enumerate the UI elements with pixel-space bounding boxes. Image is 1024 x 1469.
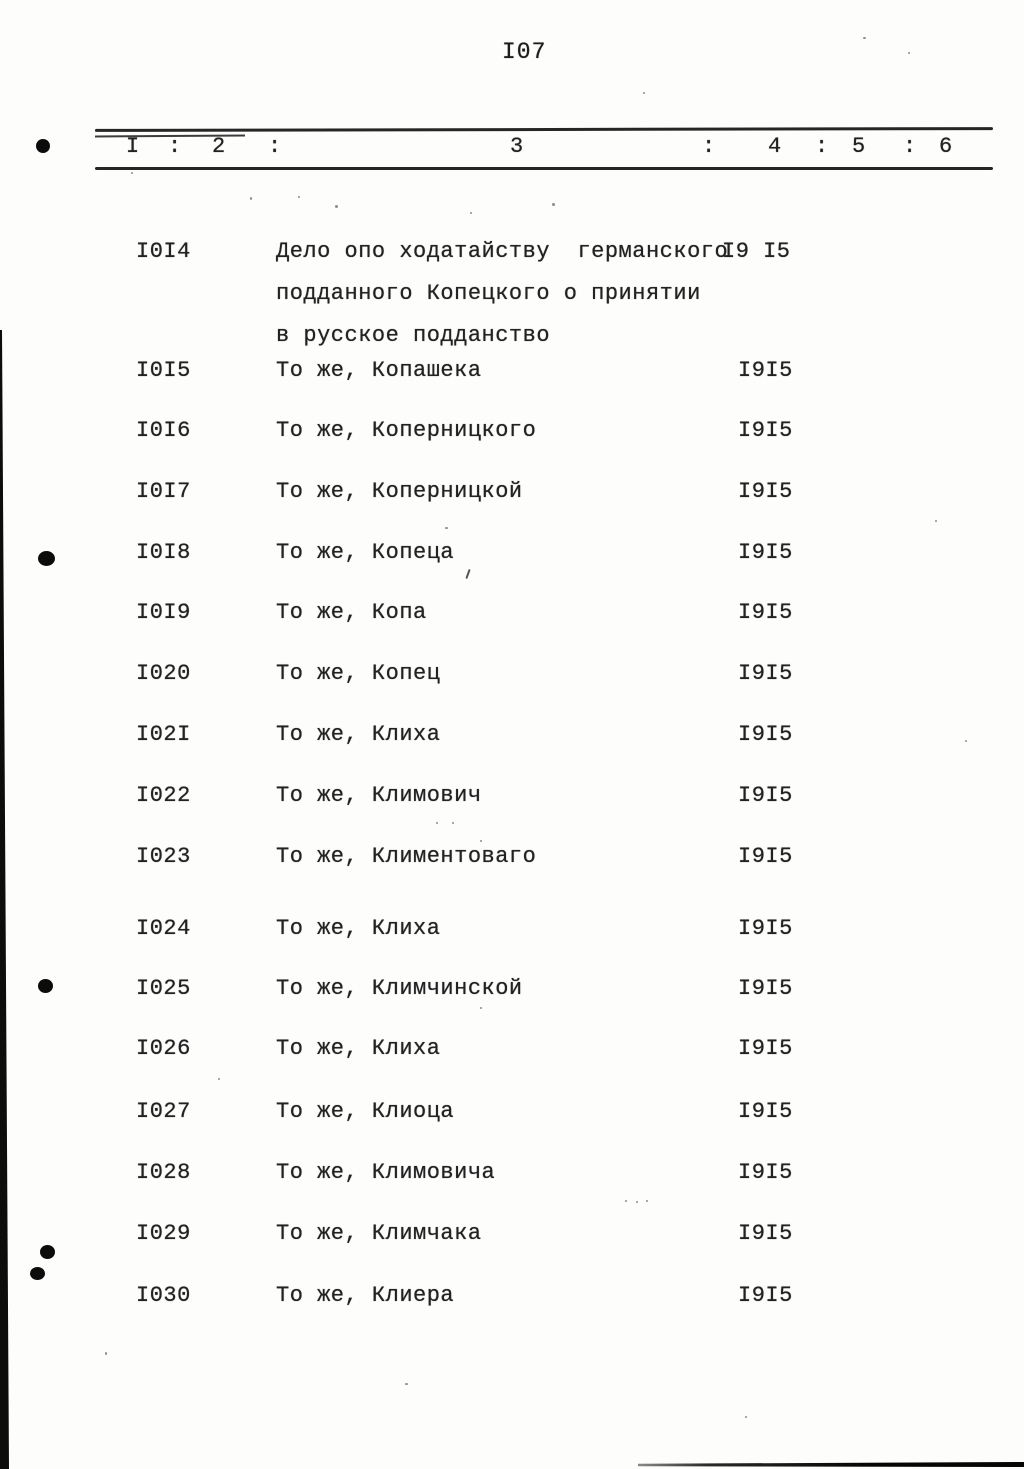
entry-number: I0I4 [136,239,191,264]
scan-speck [250,197,252,200]
scan-speck [218,1078,220,1080]
entry-number: I026 [136,1036,191,1061]
header-column-label: 5 [852,134,866,159]
entry-number: I030 [136,1283,191,1308]
entry-description-line: То же, Клиха [276,722,441,747]
scan-speck [105,1352,107,1355]
header-column-separator: : [903,134,917,159]
entry-description-line: То же, Климчака [276,1221,482,1246]
entry-description-line: То же, Клиера [276,1283,455,1308]
table-header-bottom-rule [95,167,993,170]
entry-year: I9I5 [738,1283,793,1308]
page-number: I07 [502,39,547,65]
entry-description-line: То же, Копеца [276,540,455,565]
entry-number: I020 [136,661,191,686]
scan-edge-left [0,330,9,1469]
header-column-separator: : [815,134,829,159]
margin-dot [30,1267,45,1280]
margin-dot [40,1245,55,1259]
entry-number: I024 [136,916,191,941]
entry-year: I9I5 [738,783,793,808]
entry-number: I029 [136,1221,191,1246]
entry-description-line: То же, Климовича [276,1160,496,1185]
header-column-separator: : [702,134,716,159]
entry-description-line: То же, Клиха [276,1036,441,1061]
entry-description-line: То же, Климович [276,783,482,808]
entry-number: I0I7 [136,479,191,504]
entry-description-line: подданного Копецкого о принятии [276,281,701,306]
scan-edge-bottom [638,1462,1024,1467]
entry-description-line: То же, Копашека [276,358,482,383]
entry-description-line: То же, Коперницкого [276,418,537,443]
header-column-separator: : [168,134,182,159]
entry-number: I0I6 [136,418,191,443]
scan-speck [935,520,937,522]
header-column-label: 2 [212,134,226,159]
entry-number: I0I5 [136,358,191,383]
entry-description-line: То же, Климчинской [276,976,523,1001]
entry-description-line: в русское подданство [276,323,551,348]
entry-description-line: То же, Копа [276,600,427,625]
scan-speck [405,1383,408,1385]
scan-speck [445,527,448,529]
entry-year: I9I5 [738,1160,793,1185]
entry-number: I025 [136,976,191,1001]
header-column-label: 6 [939,134,953,159]
entry-number: I02I [136,722,191,747]
header-column-label: I [126,134,140,159]
scan-speck [480,1007,482,1009]
scan-speck [436,822,438,824]
scan-speck [470,212,472,214]
scan-speck [908,52,910,54]
entry-year: I9I5 [738,418,793,443]
scan-speck [298,196,300,198]
entry-number: I028 [136,1160,191,1185]
scan-speck [452,822,454,824]
entry-year: I9I5 [738,844,793,869]
entry-description-line: То же, Климентоваго [276,844,537,869]
entry-number: I0I9 [136,600,191,625]
entry-year: I9 I5 [722,239,791,264]
entry-year: I9I5 [738,479,793,504]
entry-year: I9I5 [738,358,793,383]
header-column-label: 4 [768,134,782,159]
entry-description-line: Дело опо ходатайству германского [276,239,729,264]
entry-description-line: То же, Клиха [276,916,441,941]
entry-year: I9I5 [738,1099,793,1124]
entry-year: I9I5 [738,976,793,1001]
table-top-rule [95,127,993,132]
scan-speck [480,840,482,842]
entry-year: I9I5 [738,600,793,625]
entry-description-line: То же, Коперницкой [276,479,523,504]
scan-speck [863,37,866,39]
scan-speck [131,172,133,174]
entry-year: I9I5 [738,1036,793,1061]
margin-dot [38,551,55,566]
entry-year: I9I5 [738,722,793,747]
entry-number: I022 [136,783,191,808]
header-column-label: 3 [510,134,524,159]
entry-description-line: То же, Копец [276,661,441,686]
scan-speck [625,1200,627,1202]
scan-speck [643,92,645,94]
entry-year: I9I5 [738,916,793,941]
entry-year: I9I5 [738,1221,793,1246]
header-column-separator: : [268,134,282,159]
margin-dot [38,979,53,993]
entry-year: I9I5 [738,540,793,565]
scan-speck [465,569,470,579]
entry-number: I0I8 [136,540,191,565]
scan-speck [552,203,555,206]
entry-number: I023 [136,844,191,869]
entry-number: I027 [136,1099,191,1124]
scan-speck [646,1200,648,1202]
entry-year: I9I5 [738,661,793,686]
entry-description-line: То же, Клиоца [276,1099,455,1124]
scan-speck [745,1416,747,1418]
scan-speck [965,740,967,742]
scan-speck [335,205,338,208]
margin-dot [36,139,50,153]
scan-speck [636,1201,638,1203]
